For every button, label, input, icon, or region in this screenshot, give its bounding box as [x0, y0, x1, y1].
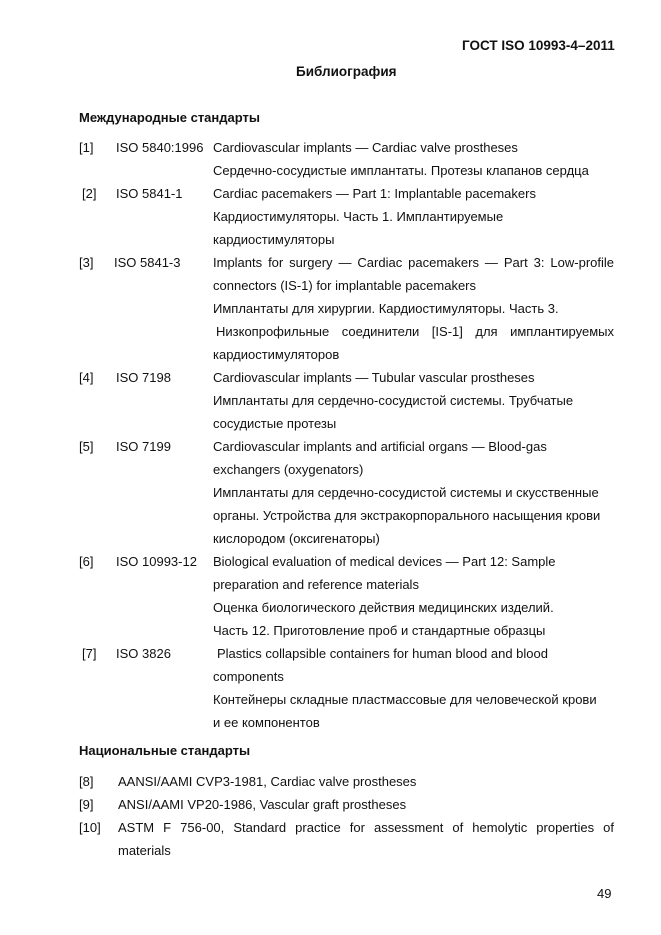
ref-text-line: Оценка биологического действия медицинских изделий.: [213, 600, 554, 615]
ref-number: [6]: [79, 554, 94, 569]
ref-text-line: Cardiovascular implants and artificial organs — Blood-gas: [213, 439, 547, 454]
ref-number: [8]: [79, 774, 94, 789]
ref-text-line: Контейнеры складные пластмассовые для человеческой крови: [213, 692, 597, 707]
ref-text-line: AANSI/AAMI CVP3-1981, Cardiac valve prostheses: [118, 774, 417, 789]
ref-text-line: органы. Устройства для экстракорпорального насыщения крови: [213, 508, 601, 523]
ref-text-line: Biological evaluation of medical devices — Part 12: Sample: [213, 554, 556, 569]
ref-text-line: materials: [118, 843, 171, 858]
section-heading-international: Международные стандарты: [79, 110, 260, 125]
ref-number: [2]: [82, 186, 97, 201]
ref-text-line: Имплантаты для сердечно-сосудистой системы и скусственные: [213, 485, 599, 500]
document-header: ГОСТ ISO 10993-4–2011: [462, 38, 615, 53]
ref-text-line: ANSI/AAMI VP20-1986, Vascular graft prostheses: [118, 797, 407, 812]
ref-standard: ISO 10993-12: [116, 554, 197, 569]
ref-number: [10]: [79, 820, 101, 835]
section-heading-national: Национальные стандарты: [79, 743, 251, 758]
ref-text-line: components: [213, 669, 284, 684]
ref-text-line: Имплантаты для хирургии. Кардиостимуляторы. Часть 3.: [213, 301, 559, 316]
ref-text-line: Implants for surgery — Cardiac pacemakers — Part 3: Low-profile: [213, 255, 614, 270]
ref-text-line: Кардиостимуляторы. Часть 1. Имплантируемые: [213, 209, 504, 224]
ref-text-line: сосудистые протезы: [213, 416, 337, 431]
ref-text-line: ASTM F 756-00, Standard practice for assessment of hemolytic properties of: [118, 820, 614, 835]
ref-text-line: Plastics collapsible containers for human blood and blood: [217, 646, 548, 661]
ref-text-line: кардиостимуляторов: [213, 347, 340, 362]
ref-number: [5]: [79, 439, 94, 454]
ref-number: [3]: [79, 255, 94, 270]
ref-text-line: и ее компонентов: [213, 715, 320, 730]
ref-text-line: Часть 12. Приготовление проб и стандартные образцы: [213, 623, 546, 638]
ref-number: [1]: [79, 140, 94, 155]
ref-standard: ISO 5841-1: [116, 186, 183, 201]
ref-number: [4]: [79, 370, 94, 385]
ref-standard: ISO 5841-3: [114, 255, 181, 270]
ref-standard: ISO 3826: [116, 646, 171, 661]
ref-text-line: кардиостимуляторы: [213, 232, 335, 247]
ref-number: [9]: [79, 797, 94, 812]
ref-text-line: Cardiovascular implants — Cardiac valve prostheses: [213, 140, 518, 155]
page-number: 49: [597, 886, 612, 901]
ref-number: [7]: [82, 646, 97, 661]
ref-standard: ISO 7199: [116, 439, 171, 454]
ref-text-line: Сердечно-сосудистые имплантаты. Протезы клапанов сердца: [213, 163, 589, 178]
page-title: Библиография: [296, 64, 397, 79]
ref-standard: ISO 7198: [116, 370, 171, 385]
ref-standard: ISO 5840:1996: [116, 140, 204, 155]
ref-text-line: Cardiac pacemakers — Part 1: Implantable pacemakers: [213, 186, 536, 201]
ref-text-line: Cardiovascular implants — Tubular vascular prostheses: [213, 370, 535, 385]
ref-text-line: Низкопрофильные соединители [IS-1] для имплантируемых: [216, 324, 614, 339]
ref-text-line: кислородом (оксигенаторы): [213, 531, 380, 546]
ref-text-line: preparation and reference materials: [213, 577, 419, 592]
ref-text-line: exchangers (oxygenators): [213, 462, 364, 477]
ref-text-line: connectors (IS-1) for implantable pacemakers: [213, 278, 477, 293]
ref-text-line: Имплантаты для сердечно-сосудистой системы. Трубчатые: [213, 393, 574, 408]
